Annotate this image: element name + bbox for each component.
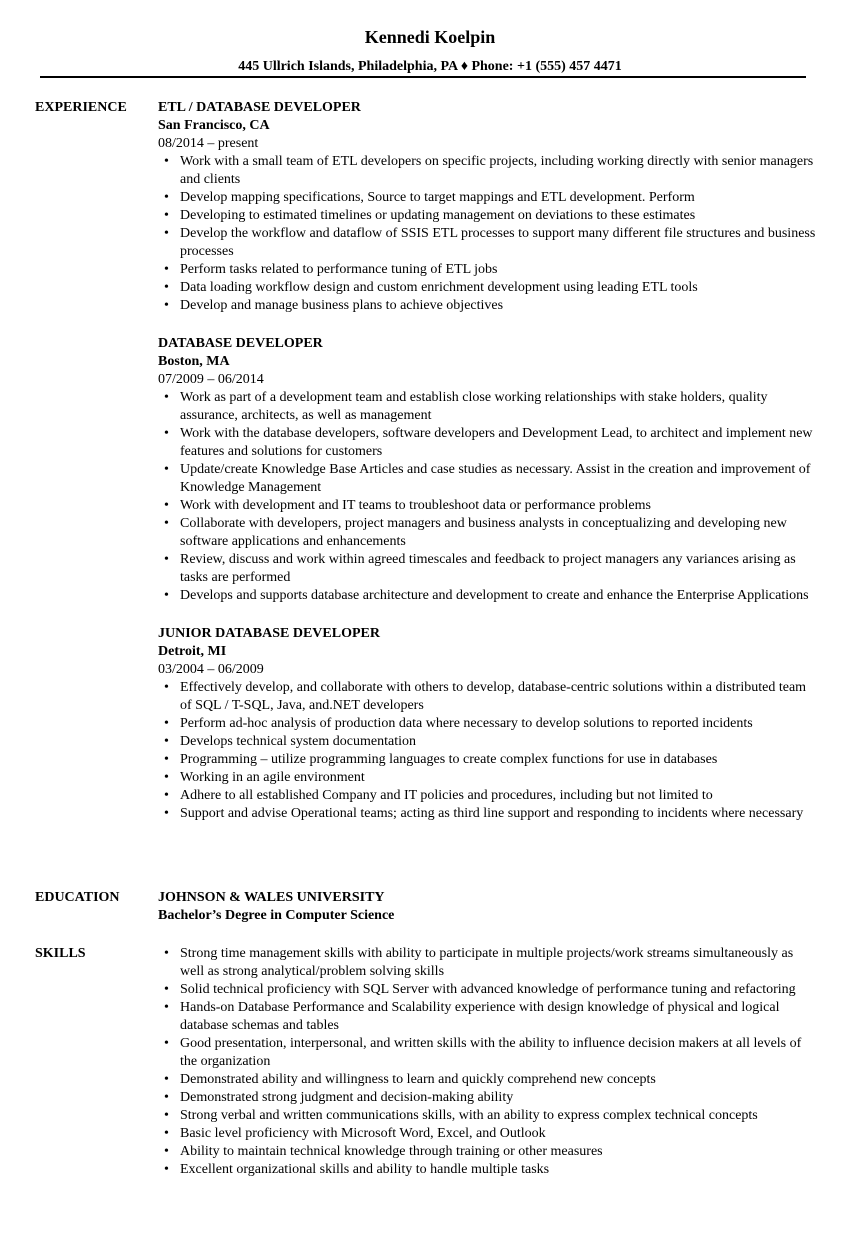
job-bullet: • Support and advise Operational teams; acting as third line support and responding to incidents where necessary (158, 805, 818, 823)
skill-item: • Excellent organizational skills and ability to handle multiple tasks (158, 1161, 818, 1179)
job-dates: 03/2004 – 06/2009 (158, 662, 264, 677)
skills-list (158, 945, 818, 1179)
job-entry (158, 625, 818, 823)
skill-item: • Solid technical proficiency with SQL Server with advanced knowledge of performance tuning and refactoring (158, 981, 818, 999)
job-bullet: • Perform ad-hoc analysis of production data where necessary to develop solutions to reported incidents (158, 715, 818, 733)
job-bullet: • Data loading workflow design and custom enrichment development using leading ETL tools (158, 279, 818, 297)
job-bullet: • Develop the workflow and dataflow of SSIS ETL processes to support many different file structures and business processes (158, 225, 818, 261)
job-entry (158, 335, 818, 605)
job-title: JUNIOR DATABASE DEVELOPER (158, 626, 380, 641)
skill-item: • Good presentation, interpersonal, and written skills with the ability to influence decision makers at all levels of the organization (158, 1035, 818, 1071)
job-bullet: • Developing to estimated timelines or updating management on deviations to these estimates (158, 207, 818, 225)
job-bullet: • Develops technical system documentation (158, 733, 818, 751)
job-bullet: • Adhere to all established Company and IT policies and procedures, including but not limited to (158, 787, 818, 805)
job-bullet: • Develop mapping specifications, Source to target mappings and ETL development. Perform (158, 189, 818, 207)
job-title: DATABASE DEVELOPER (158, 336, 323, 351)
school-name: JOHNSON & WALES UNIVERSITY (158, 890, 385, 905)
skill-item: • Ability to maintain technical knowledge through training or other measures (158, 1143, 818, 1161)
job-bullet: • Review, discuss and work within agreed timescales and feedback to project managers any variances arising as tasks are performed (158, 551, 818, 587)
skill-item: • Demonstrated ability and willingness to learn and quickly comprehend new concepts (158, 1071, 818, 1089)
education-content (158, 889, 818, 925)
skill-item: • Hands-on Database Performance and Scalability experience with design knowledge of physical and logical database schemas and tables (158, 999, 818, 1035)
skill-item: • Strong verbal and written communications skills, with an ability to express complex technical concepts (158, 1107, 818, 1125)
job-bullets (158, 389, 818, 605)
job-entry (158, 99, 818, 315)
degree-name: Bachelor’s Degree in Computer Science (158, 908, 395, 923)
job-dates: 08/2014 – present (158, 136, 259, 151)
job-title: ETL / DATABASE DEVELOPER (158, 100, 361, 115)
job-bullet: • Work as part of a development team and establish close working relationships with stake holders, quality assurance, architects, as well as management (158, 389, 818, 425)
job-bullet: • Develop and manage business plans to achieve objectives (158, 297, 818, 315)
job-bullets (158, 679, 818, 823)
job-bullet: • Perform tasks related to performance tuning of ETL jobs (158, 261, 818, 279)
job-bullet: • Develops and supports database architecture and development to create and enhance the Enterprise Applications (158, 587, 818, 605)
candidate-name: Kennedi Koelpin (364, 27, 496, 47)
job-location: San Francisco, CA (158, 118, 270, 133)
section-label-education: EDUCATION (35, 890, 120, 905)
job-bullet: • Programming – utilize programming languages to create complex functions for use in databases (158, 751, 818, 769)
job-bullet: • Work with a small team of ETL developers on specific projects, including working directly with senior managers and clients (158, 153, 818, 189)
header-divider (40, 76, 806, 78)
skill-item: • Demonstrated strong judgment and decision-making ability (158, 1089, 818, 1107)
section-label-skills: SKILLS (35, 946, 86, 961)
skill-item: • Basic level proficiency with Microsoft Word, Excel, and Outlook (158, 1125, 818, 1143)
job-bullet: • Update/create Knowledge Base Articles and case studies as necessary. Assist in the creation and improvement of Knowledge Management (158, 461, 818, 497)
skill-item: • Strong time management skills with ability to participate in multiple projects/work streams simultaneously as well as strong analytical/problem solving skills (158, 945, 818, 981)
skills-content (158, 945, 818, 1179)
job-location: Detroit, MI (158, 644, 227, 659)
job-location: Boston, MA (158, 354, 230, 369)
job-bullet: • Work with development and IT teams to troubleshoot data or performance problems (158, 497, 818, 515)
job-bullet: • Effectively develop, and collaborate with others to develop, database-centric solutions within a distributed team of SQL / T-SQL, Java, and.NET developers (158, 679, 818, 715)
contact-line: 445 Ullrich Islands, Philadelphia, PA ♦ Phone: +1 (555) 457 4471 (238, 59, 622, 74)
section-label-experience: EXPERIENCE (35, 100, 127, 115)
job-bullet: • Working in an agile environment (158, 769, 818, 787)
job-bullet: • Work with the database developers, software developers and Development Lead, to architect and implement new features and solutions for customers (158, 425, 818, 461)
experience-content (158, 99, 818, 843)
job-dates: 07/2009 – 06/2014 (158, 372, 264, 387)
job-bullets (158, 153, 818, 315)
job-bullet: • Collaborate with developers, project managers and business analysts in conceptualizing and developing new software applications and enhancements (158, 515, 818, 551)
